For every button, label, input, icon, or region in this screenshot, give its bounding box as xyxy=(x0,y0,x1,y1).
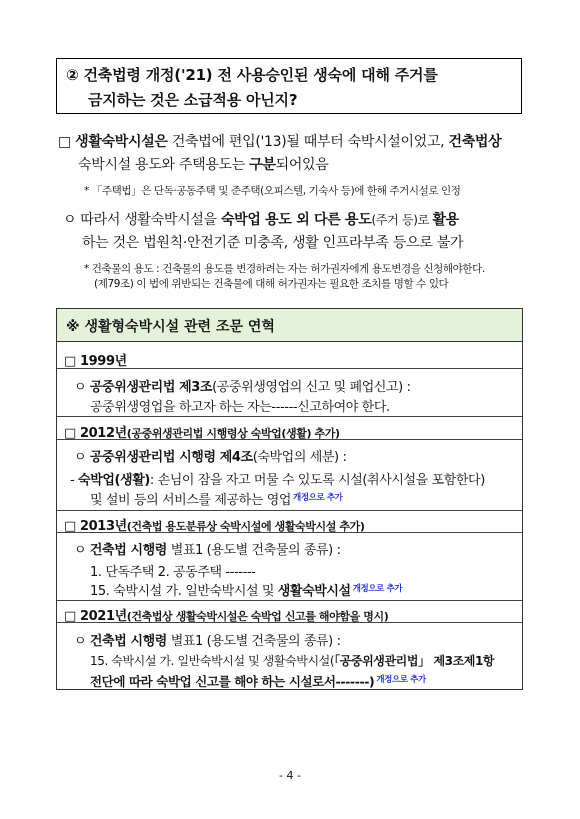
year-1999-line-2: 공중위생영업을 하고자 하는 자는------신고하여야 한다. xyxy=(90,400,390,415)
text: 숙박시설 용도와 주택용도는 xyxy=(78,157,250,173)
paragraph-2-line-2: 하는 것은 법원칙·안전기준 미충족, 생활 인프라부족 등으로 불가 xyxy=(82,235,464,251)
text-bold: 숙박업(생활) xyxy=(78,473,150,488)
footnote-building-use-line-1: * 건축물의 용도 : 건축물의 용도를 변경하려는 자는 허가권자에게 용도변경을 신청해야한다. xyxy=(84,263,485,275)
text-bold: 숙박업 용도 외 다른 용도 xyxy=(220,212,372,228)
text-bold: 생활숙박시설 xyxy=(277,584,351,599)
text: 따라서 생활숙박시설을 xyxy=(80,212,221,228)
text: 및 설비 등의 서비스를 제공하는 영업 xyxy=(90,493,292,508)
paragraph-2-line-1 xyxy=(63,209,459,229)
text: (숙박업의 세분) : xyxy=(252,450,347,465)
year-2013-line-3 xyxy=(90,580,402,599)
divider xyxy=(57,439,522,440)
text: (주거 등)로 xyxy=(371,213,433,227)
text-bold: 건축법상 xyxy=(448,134,502,150)
text: : 손님이 잠을 자고 머물 수 있도록 시설(취사시설을 포함한다) xyxy=(149,473,485,488)
year-2021-line-3 xyxy=(90,672,426,690)
history-box-title: ※ 생활형숙박시설 관련 조문 연혁 xyxy=(66,319,275,335)
divider xyxy=(57,600,522,601)
text-bold: 전단에 따라 숙박업 신고를 해야 하는 시설로서-------) xyxy=(90,674,375,689)
text-bold: 공중위생관리법 제3조 xyxy=(89,380,213,395)
bullet-circle: ㅇ xyxy=(74,634,90,649)
bullet-circle: ㅇ xyxy=(74,543,90,558)
text: 별표1 (용도별 건축물의 종류) : xyxy=(166,543,341,558)
page-number: - 4 - xyxy=(279,769,301,782)
paragraph-1-line-1 xyxy=(58,131,501,151)
footnote-building-use-line-2: (제79조) 이 법에 위반되는 건축물에 대해 허가권자는 필요한 조치를 명할 수 있다 xyxy=(94,278,449,290)
bullet-circle: ㅇ xyxy=(63,212,77,228)
text-bold: □ 2012년 xyxy=(64,426,127,441)
year-2013-line-1 xyxy=(74,539,341,558)
year-2021-line-1 xyxy=(74,630,341,649)
text-bold: 건축법 시행령 xyxy=(89,634,167,649)
text: 15. 숙박시설 가. 일반숙박시설 및 생활숙박시설( xyxy=(90,654,335,668)
divider xyxy=(57,368,522,369)
bullet-circle: ㅇ xyxy=(74,450,90,465)
amendment-note: 개정으로 추가 xyxy=(293,493,343,503)
text-bold: □ 2021년 xyxy=(64,609,127,624)
text: (공중위생영업의 신고 및 폐업신고) : xyxy=(212,380,411,395)
text: 15. 숙박시설 가. 일반숙박시설 및 xyxy=(90,584,278,599)
divider xyxy=(57,532,522,533)
text-bold: (건축법상 생활숙박시설은 숙박업 신고를 해야함을 명시) xyxy=(126,610,389,623)
text-bold: 생활숙박시설은 xyxy=(75,134,168,150)
question-line-1: ② 건축법령 개정('21) 전 사용승인된 생숙에 대해 주거를 xyxy=(66,66,438,84)
text: - xyxy=(70,473,79,488)
year-2012-line-3 xyxy=(90,489,342,508)
divider xyxy=(57,510,522,511)
divider xyxy=(57,622,522,623)
text: 되어있음 xyxy=(275,157,329,173)
text-bold: 건축법 시행령 xyxy=(89,543,167,558)
paragraph-1-line-2 xyxy=(78,154,329,174)
year-2012-line-2 xyxy=(70,469,485,488)
text-bold: (공중위생관리법 시행령상 숙박업(생활) 추가) xyxy=(126,427,340,440)
year-1999-line-1 xyxy=(74,376,411,395)
text-bold: (건축법 용도분류상 숙박시설에 생활숙박시설 추가) xyxy=(126,520,365,533)
text-bold: 활용 xyxy=(432,212,459,228)
text: 별표1 (용도별 건축물의 종류) : xyxy=(166,634,341,649)
question-line-2: 금지하는 것은 소급적용 아닌지? xyxy=(88,91,298,109)
year-2012-line-1 xyxy=(74,446,346,465)
text-bold: □ 2013년 xyxy=(64,519,127,534)
amendment-note: 개정으로 추가 xyxy=(376,675,426,685)
text-bold: 구분 xyxy=(249,157,276,173)
divider xyxy=(57,416,522,417)
text-bold: 「공중위생관리법」 제3조제1항 xyxy=(334,654,495,668)
amendment-note: 개정으로 추가 xyxy=(352,584,403,594)
year-2021-line-2 xyxy=(90,652,494,669)
footnote-housing-law: * 「주택법」은 단독·공동주택 및 준주택(오피스텔, 기숙사 등)에 한해 주거시설로 인정 xyxy=(84,185,461,197)
bullet-circle: ㅇ xyxy=(74,380,90,395)
text-bold: 공중위생관리법 시행령 제4조 xyxy=(89,450,253,465)
year-2013-line-2: 1. 단독주택 2. 공동주택 ------- xyxy=(90,565,256,580)
bullet-square: □ xyxy=(58,134,71,150)
text: 건축법에 편입('13)될 때부터 숙박시설이었고, xyxy=(167,134,449,150)
year-1999-heading: □ 1999년 xyxy=(64,354,127,369)
